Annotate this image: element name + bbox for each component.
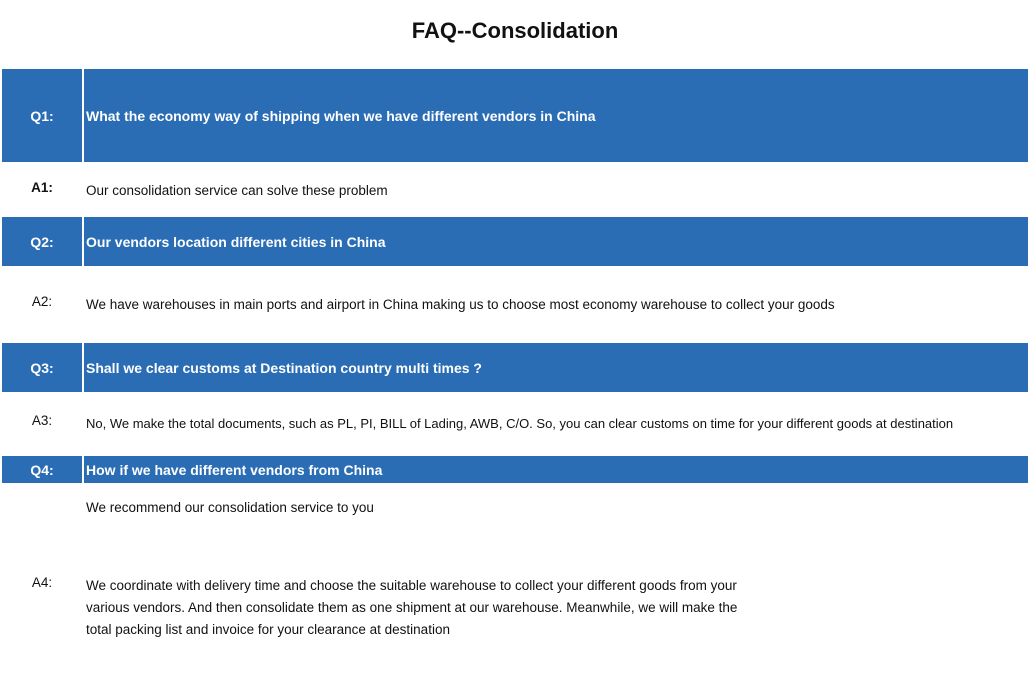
question-label-4: Q4:: [2, 456, 84, 483]
question-row-4: [2, 456, 1028, 483]
answer-intro-row-4: [2, 497, 1028, 521]
question-label-1: Q1:: [2, 69, 84, 162]
answer-label-4: A4:: [31, 575, 53, 590]
answer-label-1: A1:: [31, 180, 53, 195]
answer-text-3: No, We make the total documents, such as PL, PI, BILL of Lading, AWB, C/O. So, you can clear customs on time for your different goods at destination: [86, 416, 954, 431]
answer-text-4: [86, 575, 1028, 641]
question-text-4: How if we have different vendors from China: [86, 461, 383, 478]
question-label-2: Q2:: [2, 217, 84, 266]
question-text-3: Shall we clear customs at Destination country multi times ?: [86, 359, 482, 376]
answer-label-2: A2:: [31, 294, 53, 309]
question-text-1: What the economy way of shipping when we have different vendors in China: [86, 107, 596, 124]
question-row-2: [2, 217, 1028, 266]
answer-line: various vendors. And then consolidate them as one shipment at our warehouse. Meanwhile, we will make the: [86, 600, 738, 615]
question-row-3: [2, 343, 1028, 392]
page-title: FAQ--Consolidation: [411, 18, 619, 43]
answer-row-4: [2, 575, 1028, 645]
answer-text-2: We have warehouses in main ports and airport in China making us to choose most economy warehouse to collect your goods: [86, 297, 835, 312]
question-text-2: Our vendors location different cities in China: [86, 233, 386, 250]
question-label-3: Q3:: [2, 343, 84, 392]
answer-row-2: [2, 294, 1028, 318]
answer-line: total packing list and invoice for your clearance at destination: [86, 622, 450, 637]
question-row-1: [2, 69, 1028, 162]
answer-row-3: [2, 413, 1028, 437]
answer-row-1: [2, 180, 1028, 204]
answer-intro-text-4: We recommend our consolidation service to you: [86, 500, 374, 515]
answer-label-3: A3:: [31, 413, 53, 428]
answer-text-1: Our consolidation service can solve these problem: [86, 183, 388, 198]
answer-line: We coordinate with delivery time and choose the suitable warehouse to collect your different goods from your: [86, 578, 737, 593]
